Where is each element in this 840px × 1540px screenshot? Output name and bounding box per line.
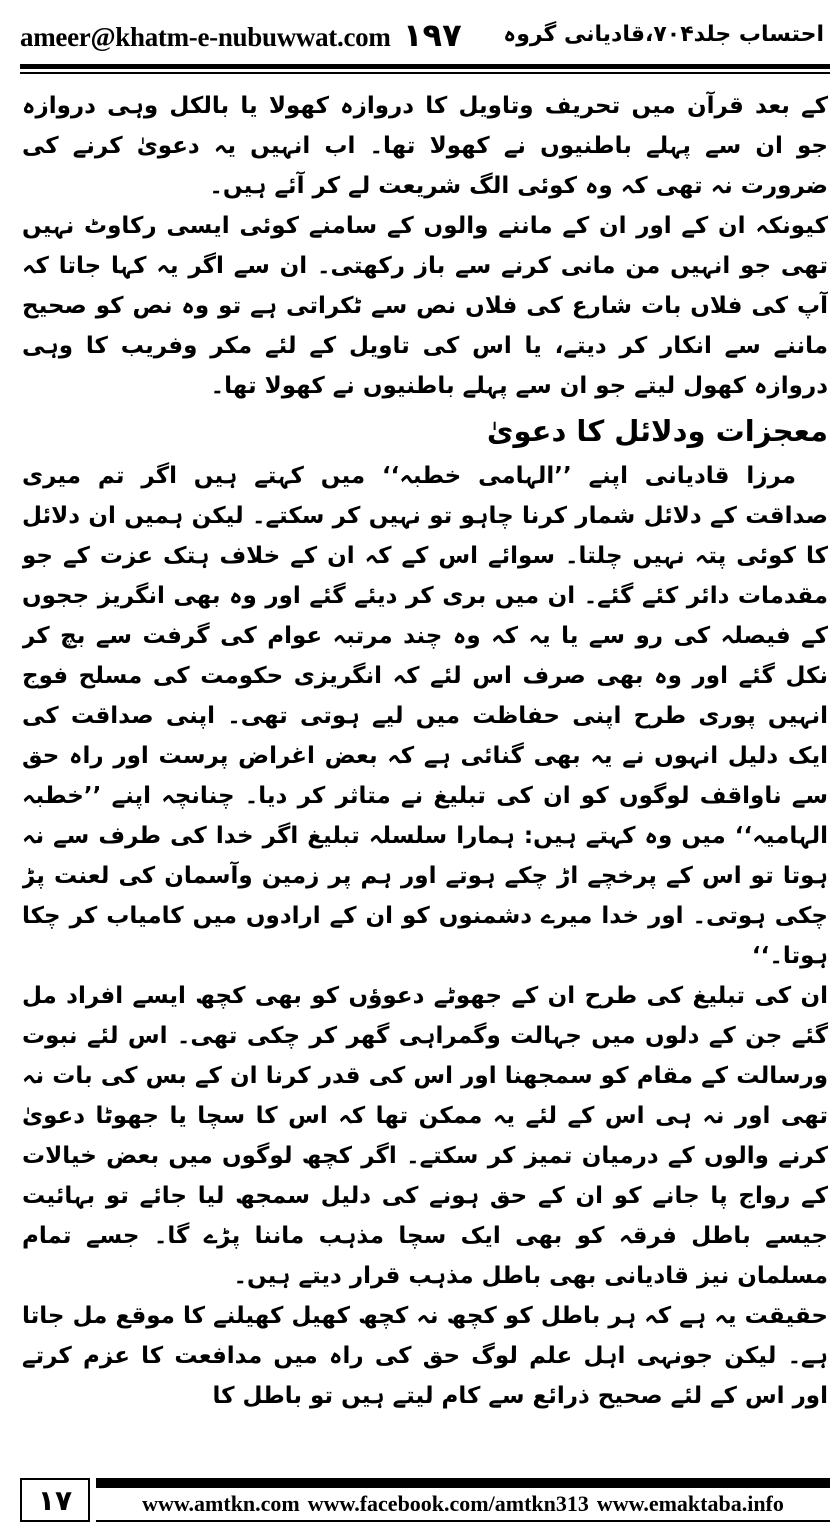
footer-links — [96, 1488, 830, 1522]
header-email: ameer@khatm-e-nubuwwat.com — [20, 22, 391, 52]
footer-link-emaktaba[interactable]: www.emaktaba.info — [596, 1491, 784, 1516]
section-paragraph: ان کی تبلیغ کی طرح ان کے جھوٹے دعوؤں کو بھی کچھ ایسے افراد مل گئے جن کے دلوں میں جہالت وگمراہی گھر کر چکی تھی۔ اس لئے نبوت ورسالت کے مقام کو سمجھنا اور اس کی قدر کرنا ان کے بس کی بات نہ تھی اور نہ ہی اس کے لئے یہ ممکن تھا کہ اس کا سچا یا جھوٹا دعویٰ کرنے والوں کے درمیان تمیز کر سکتے۔ اگر کچھ لوگوں میں بعض خیالات کے رواج پا جانے کو ان کے حق ہونے کی دلیل سمجھ لیا جائے تو بہائیت جیسے باطل فرقہ کو بھی ایک سچا مذہب ماننا پڑے گا۔ جسے تمام مسلمان نیز قادیانی بھی باطل مذہب قرار دیتے ہیں۔ — [22, 983, 828, 1289]
page-footer — [20, 1474, 830, 1524]
header-rule-thick — [20, 64, 830, 69]
body-paragraph: کے بعد قرآن میں تحریف وتاویل کا دروازہ کھولا یا بالکل وہی دروازہ جو ان سے پہلے باطنیوں نے کھولا تھا۔ اب انہیں یہ دعویٰ کرنے کی ضرورت نہ تھی کہ وہ کوئی الگ شریعت لے کر آئے ہیں۔ — [22, 93, 828, 199]
section-paragraph: حقیقت یہ ہے کہ ہر باطل کو کچھ نہ کچھ کھیل کھیلنے کا موقع مل جاتا ہے۔ لیکن جونہی اہل علم لوگ حق کی راہ میں مدافعت کا عزم کرتے اور اس کے لئے صحیح ذرائع سے کام لیتے ہیں تو باطل کا — [22, 1303, 828, 1409]
footer-link-amtkn[interactable]: www.amtkn.com — [142, 1491, 300, 1516]
body-paragraph: کیونکہ ان کے اور ان کے ماننے والوں کے سامنے کوئی ایسی رکاوٹ نہیں تھی جو انہیں من مانی کرنے سے باز رکھتی۔ ان سے اگر یہ کہا جاتا کہ آپ کی فلاں بات شارع کی فلاں نص سے ٹکراتی ہے تو وہ نص کو صحیح ماننے سے انکار کر دیتے، یا اس کی تاویل کے لئے مکر وفریب کا وہی دروازہ کھول لیتے جو ان سے پہلے باطنیوں نے کھولا تھا۔ — [22, 213, 828, 399]
header-rule-thin — [20, 72, 830, 74]
header-page-number: ١٩٧ — [403, 16, 462, 54]
footer-page-box — [20, 1478, 90, 1522]
page-body — [22, 86, 828, 1461]
footer-page-number: ١٧ — [37, 1483, 73, 1517]
page-header — [20, 14, 830, 60]
section-heading: معجزات ودلائل کا دعویٰ — [486, 414, 828, 448]
section-paragraph: مرزا قادیانی اپنے ’’الہامی خطبہ‘‘ میں کہتے ہیں اگر تم میری صداقت کے دلائل شمار کرنا چاہو تو نہیں کر سکتے۔ لیکن ہمیں ان دلائل کا کوئی پتہ نہیں چلتا۔ سوائے اس کے کہ ان کے خلاف ہتک عزت کے جو مقدمات دائر کئے گئے۔ ان میں بری کر دیئے گئے اور وہ بھی انگریز ججوں کے فیصلہ کی رو سے یا یہ کہ وہ چند مرتبہ عوام کی گرفت سے بچ کر نکل گئے اور وہ بھی صرف اس لئے کہ انگریزی حکومت کی مسلح فوج انہیں پوری طرح اپنی حفاظت میں لیے ہوتی تھی۔ اپنی صداقت کی ایک دلیل انہوں نے یہ بھی گنائی ہے کہ بعض اغراض پرست اور راہ حق سے ناواقف لوگوں کو ان کی تبلیغ نے متاثر کر دیا۔ چنانچہ اپنے ’’خطبہ الہامیہ‘‘ میں وہ کہتے ہیں: ہمارا سلسلہ تبلیغ اگر خدا کی طرف سے نہ ہوتا تو اس کے پرخچے اڑ چکے ہوتے اور ہم پر زمین وآسمان کی لعنت پڑ چکی ہوتی۔ اور خدا میرے دشمنوں کو ان کے ارادوں میں کامیاب کر چکا ہوتا۔‘‘ — [22, 463, 828, 969]
footer-link-facebook[interactable]: www.facebook.com/amtkn313 — [307, 1491, 589, 1516]
header-book-title: احتساب جلد۷۰۴،قادیانی گروہ — [503, 22, 824, 47]
